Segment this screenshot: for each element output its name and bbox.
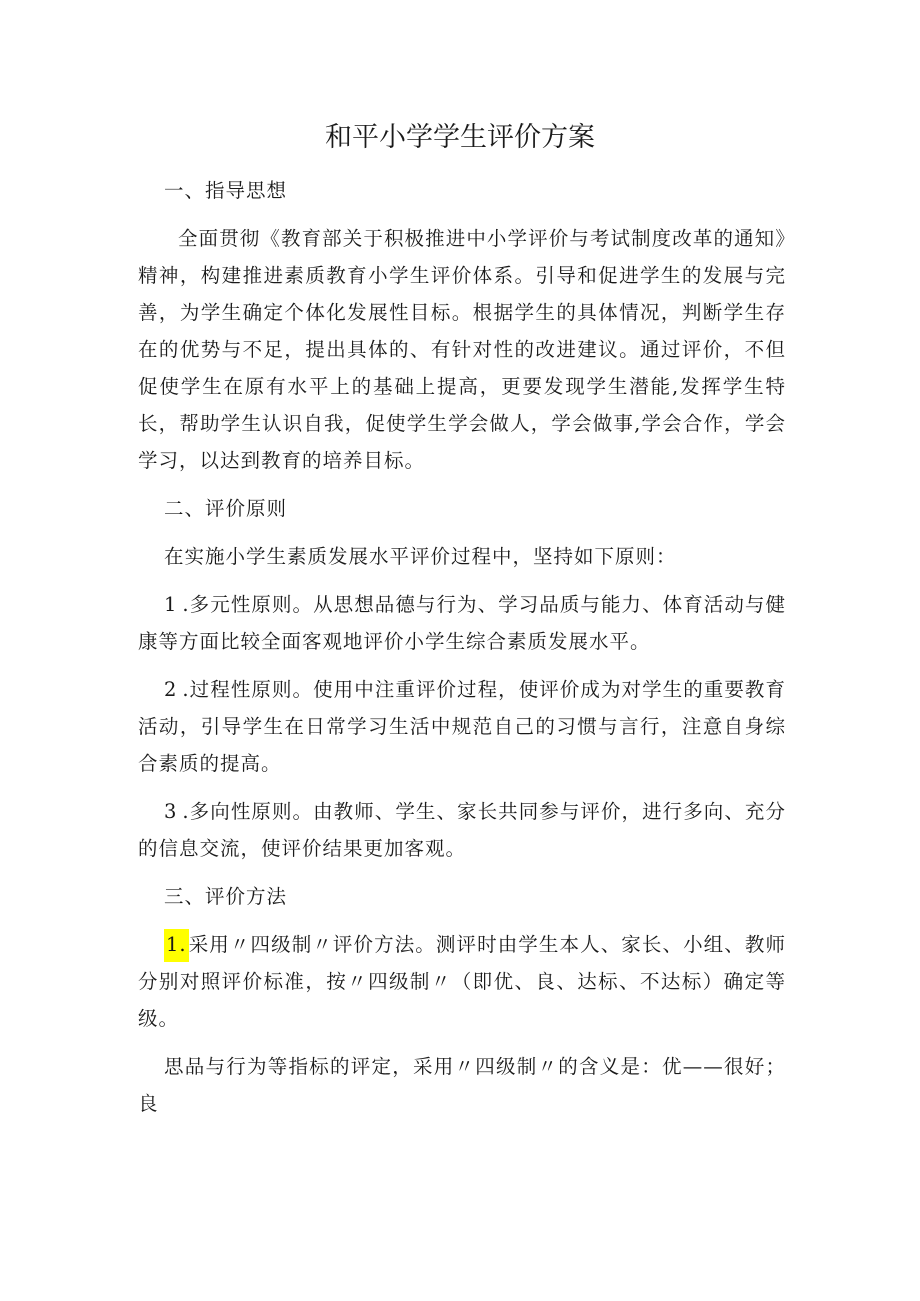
- paragraph-principles-intro: 在实施小学生素质发展水平评价过程中，坚持如下原则：: [164, 545, 677, 568]
- list-number: 2: [164, 678, 183, 701]
- list-item-text: 采用〃四级制〃评价方法。测评时由学生本人、家长、小组、教师分别对照评价标准，按〃四级制〃（即优、良、达标、不达标）确定等级。: [138, 933, 786, 1030]
- paragraph-guiding-ideology: 全面贯彻《教育部关于积极推进中小学评价与考试制度改革的通知》精神，构建推进素质教育小学生评价体系。引导和促进学生的发展与完善，为学生确定个体化发展性目标。根据学生的具体情况，判断学生存在的优势与不足，提出具体的、有针对性的改进建议。通过评价，不但促使学生在原有水平上的基础上提高，更要发现学生潜能,发挥学生特长，帮助学生认识自我，促使学生学会做人，学会做事,学会合作，学会学习，以达到教育的培养目标。: [138, 227, 786, 472]
- document-title: 和平小学学生评价方案: [325, 122, 595, 153]
- list-item-principle-1: [138, 586, 786, 660]
- document-body: [138, 172, 786, 1133]
- list-number: 1: [164, 593, 183, 616]
- list-item-method-1: [138, 926, 786, 1037]
- list-number: 3: [164, 800, 183, 823]
- paragraph-grading-definition: 思品与行为等指标的评定，采用〃四级制〃的含义是：优——很好；良: [138, 1055, 786, 1115]
- section-heading-methods: 三、评价方法: [164, 885, 288, 908]
- section-heading-guiding-ideology: 一、指导思想: [164, 179, 288, 202]
- list-item-text: .多向性原则。由教师、学生、家长共同参与评价，进行多向、充分的信息交流，使评价结果更加客观。: [138, 800, 786, 860]
- list-item-principle-3: [138, 793, 786, 867]
- list-item-text: .过程性原则。使用中注重评价过程，使评价成为对学生的重要教育活动，引导学生在日常学习生活中规范自己的习惯与言行，注意自身综合素质的提高。: [138, 678, 786, 775]
- list-item-text: .多元性原则。从思想品德与行为、学习品质与能力、体育活动与健康等方面比较全面客观地评价小学生综合素质发展水平。: [138, 593, 786, 653]
- highlighted-list-number: 1.: [164, 929, 189, 962]
- section-heading-principles: 二、评价原则: [164, 497, 288, 520]
- list-item-principle-2: [138, 671, 786, 782]
